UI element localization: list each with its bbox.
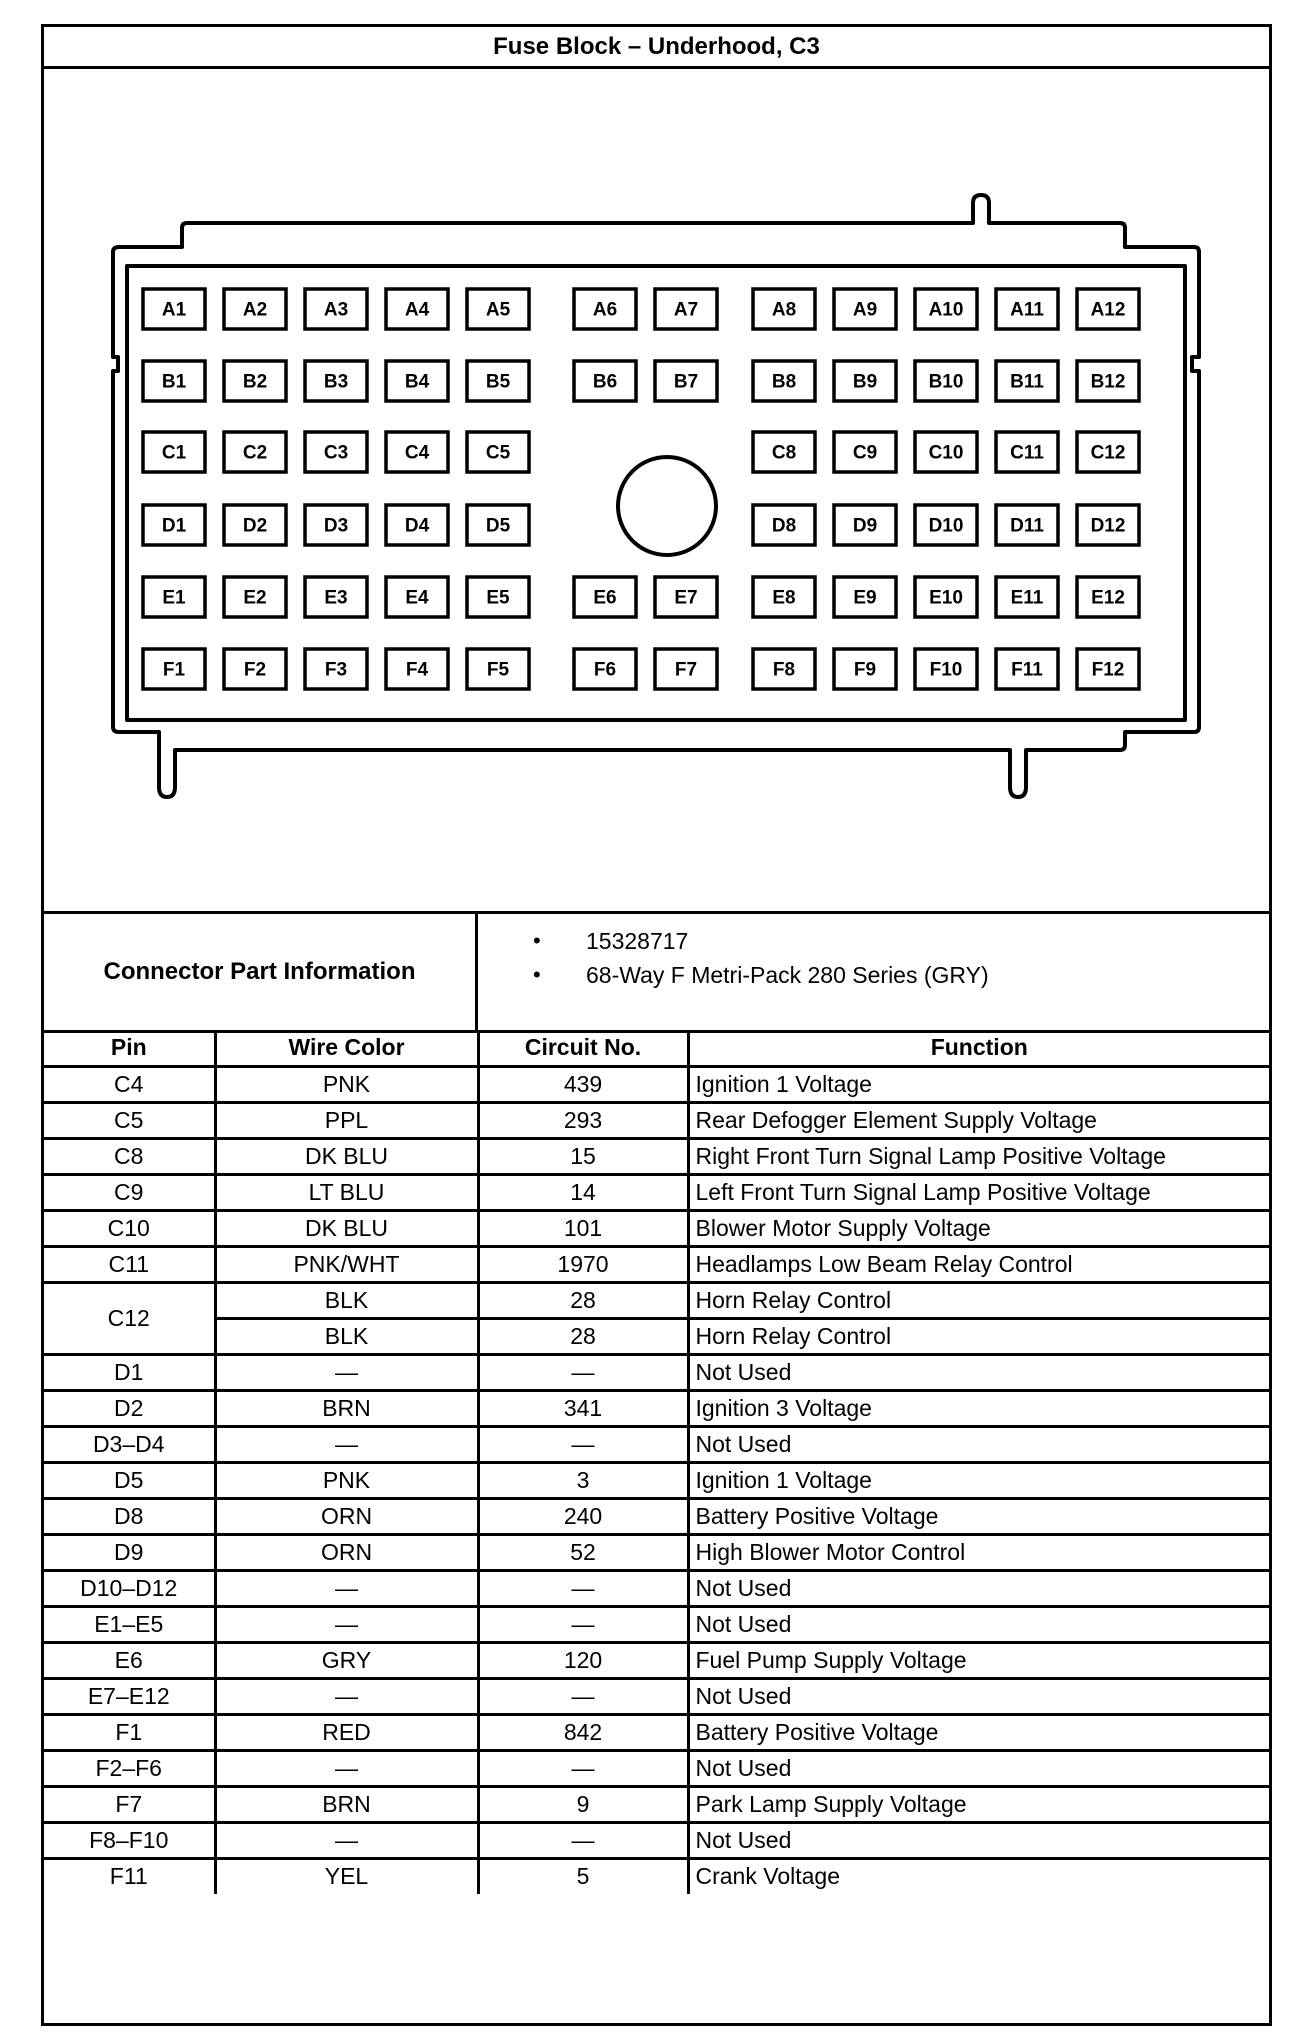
- pin-label: C1: [161, 442, 187, 464]
- pin-f6: [574, 649, 636, 689]
- pin-label: E1: [162, 587, 186, 609]
- pin-c9: [834, 432, 896, 472]
- pin-a2: [224, 289, 286, 329]
- wire-color-cell: BLK: [215, 1282, 478, 1318]
- pin-label: E6: [593, 587, 617, 609]
- wire-color-cell: —: [215, 1426, 478, 1462]
- pin-f3: [305, 649, 367, 689]
- circuit-cell: 15: [478, 1138, 688, 1174]
- circuit-cell: 9: [478, 1786, 688, 1822]
- circuit-cell: —: [478, 1750, 688, 1786]
- wire-color-cell: PPL: [215, 1102, 478, 1138]
- table-row: [44, 1678, 1269, 1714]
- pin-label: A10: [928, 299, 964, 321]
- pin-label: B6: [592, 371, 618, 393]
- wire-color-cell: —: [215, 1678, 478, 1714]
- pin-label: F3: [324, 659, 348, 681]
- page-title: Fuse Block – Underhood, C3: [44, 27, 1269, 69]
- pin-e6: [574, 577, 636, 617]
- connector-part-information: [44, 911, 1269, 1033]
- pin-cell: D1: [44, 1354, 215, 1390]
- pin-e3: [305, 577, 367, 617]
- header-pin: Pin: [44, 1030, 215, 1066]
- pin-grid: [143, 289, 1139, 689]
- header-circuit-no: Circuit No.: [478, 1030, 688, 1066]
- pin-b6: [574, 361, 636, 401]
- pin-cell: D10–D12: [44, 1570, 215, 1606]
- pin-e11: [996, 577, 1058, 617]
- pin-c11: [996, 432, 1058, 472]
- pin-f5: [467, 649, 529, 689]
- pin-label: F9: [853, 659, 877, 681]
- pin-f4: [386, 649, 448, 689]
- table-row: [44, 1750, 1269, 1786]
- wire-color-cell: PNK/WHT: [215, 1246, 478, 1282]
- table-row: [44, 1354, 1269, 1390]
- pin-a9: [834, 289, 896, 329]
- pin-e8: [753, 577, 815, 617]
- pin-label: C4: [404, 442, 430, 464]
- center-key-hole: [618, 457, 716, 555]
- pin-label: F12: [1091, 659, 1125, 681]
- pin-e2: [224, 577, 286, 617]
- function-cell: Not Used: [688, 1354, 1269, 1390]
- circuit-cell: 293: [478, 1102, 688, 1138]
- wire-color-cell: PNK: [215, 1066, 478, 1102]
- pin-label: E9: [853, 587, 877, 609]
- pin-a12: [1077, 289, 1139, 329]
- wire-color-cell: BRN: [215, 1390, 478, 1426]
- pin-f10: [915, 649, 977, 689]
- pin-label: A3: [323, 299, 349, 321]
- circuit-cell: 14: [478, 1174, 688, 1210]
- wire-color-cell: LT BLU: [215, 1174, 478, 1210]
- pin-label: B12: [1090, 371, 1126, 393]
- pin-label: B8: [771, 371, 797, 393]
- table-row: [44, 1858, 1269, 1894]
- pin-a6: [574, 289, 636, 329]
- pin-label: E12: [1091, 587, 1125, 609]
- table-row: [44, 1714, 1269, 1750]
- pin-b10: [915, 361, 977, 401]
- table-row: [44, 1426, 1269, 1462]
- pin-cell: D5: [44, 1462, 215, 1498]
- wire-color-cell: YEL: [215, 1858, 478, 1894]
- circuit-cell: 101: [478, 1210, 688, 1246]
- pin-b3: [305, 361, 367, 401]
- pin-label: F6: [593, 659, 617, 681]
- circuit-cell: —: [478, 1426, 688, 1462]
- function-cell: Right Front Turn Signal Lamp Positive Voltage: [688, 1138, 1269, 1174]
- pin-label: C9: [852, 442, 878, 464]
- function-cell: Fuel Pump Supply Voltage: [688, 1642, 1269, 1678]
- pin-label: E4: [405, 587, 429, 609]
- pin-d10: [915, 505, 977, 545]
- pin-cell: F1: [44, 1714, 215, 1750]
- pin-cell: F11: [44, 1858, 215, 1894]
- pin-b8: [753, 361, 815, 401]
- pin-e7: [655, 577, 717, 617]
- wire-color-cell: BLK: [215, 1318, 478, 1354]
- pin-e5: [467, 577, 529, 617]
- pin-label: A6: [592, 299, 618, 321]
- circuit-cell: 842: [478, 1714, 688, 1750]
- pin-label: D10: [928, 515, 964, 537]
- circuit-cell: —: [478, 1354, 688, 1390]
- pin-label: D8: [771, 515, 797, 537]
- pin-label: E3: [324, 587, 348, 609]
- pin-b12: [1077, 361, 1139, 401]
- pin-label: D9: [852, 515, 878, 537]
- pin-label: A12: [1090, 299, 1126, 321]
- connector-diagram: [44, 69, 1269, 911]
- pin-b11: [996, 361, 1058, 401]
- pin-d2: [224, 505, 286, 545]
- table-row: [44, 1282, 1269, 1318]
- function-cell: Rear Defogger Element Supply Voltage: [688, 1102, 1269, 1138]
- wire-color-cell: —: [215, 1750, 478, 1786]
- pin-d12: [1077, 505, 1139, 545]
- pin-cell: F7: [44, 1786, 215, 1822]
- pin-label: D12: [1090, 515, 1126, 537]
- pin-label: D4: [404, 515, 430, 537]
- pin-label: B11: [1010, 371, 1044, 393]
- pin-cell: C9: [44, 1174, 215, 1210]
- table-row: [44, 1498, 1269, 1534]
- wire-color-cell: ORN: [215, 1534, 478, 1570]
- function-cell: Not Used: [688, 1750, 1269, 1786]
- pin-c2: [224, 432, 286, 472]
- pin-label: A5: [485, 299, 511, 321]
- pin-label: A8: [771, 299, 797, 321]
- function-cell: Park Lamp Supply Voltage: [688, 1786, 1269, 1822]
- pin-label: F4: [405, 659, 429, 681]
- pin-e4: [386, 577, 448, 617]
- pin-label: B1: [161, 371, 187, 393]
- circuit-cell: 1970: [478, 1246, 688, 1282]
- pin-cell: F2–F6: [44, 1750, 215, 1786]
- function-cell: Crank Voltage: [688, 1858, 1269, 1894]
- pin-label: B5: [485, 371, 511, 393]
- function-cell: Not Used: [688, 1570, 1269, 1606]
- wire-color-cell: DK BLU: [215, 1210, 478, 1246]
- pin-d4: [386, 505, 448, 545]
- pin-d1: [143, 505, 205, 545]
- pin-a3: [305, 289, 367, 329]
- circuit-cell: 3: [478, 1462, 688, 1498]
- circuit-cell: 341: [478, 1390, 688, 1426]
- pin-c4: [386, 432, 448, 472]
- pin-cell: C10: [44, 1210, 215, 1246]
- pin-f1: [143, 649, 205, 689]
- pin-label: D1: [161, 515, 187, 537]
- pin-cell: E1–E5: [44, 1606, 215, 1642]
- pin-label: D5: [485, 515, 511, 537]
- pin-f7: [655, 649, 717, 689]
- circuit-cell: 120: [478, 1642, 688, 1678]
- connector-housing-outline: [113, 195, 1199, 797]
- pin-label: C3: [323, 442, 349, 464]
- pin-cell: F8–F10: [44, 1822, 215, 1858]
- circuit-cell: 28: [478, 1318, 688, 1354]
- pin-label: C11: [1010, 442, 1044, 464]
- table-row: [44, 1534, 1269, 1570]
- pin-label: C12: [1090, 442, 1126, 464]
- wire-color-cell: —: [215, 1606, 478, 1642]
- function-cell: Horn Relay Control: [688, 1318, 1269, 1354]
- pin-table-header: [44, 1030, 1269, 1066]
- pin-label: E8: [772, 587, 796, 609]
- pin-label: A2: [242, 299, 268, 321]
- table-row: [44, 1318, 1269, 1354]
- pin-a4: [386, 289, 448, 329]
- pin-b1: [143, 361, 205, 401]
- table-row: [44, 1822, 1269, 1858]
- pin-label: D3: [323, 515, 349, 537]
- wire-color-cell: —: [215, 1570, 478, 1606]
- table-row: [44, 1570, 1269, 1606]
- circuit-cell: —: [478, 1822, 688, 1858]
- pin-f2: [224, 649, 286, 689]
- pin-c10: [915, 432, 977, 472]
- document-frame: [41, 24, 1272, 2026]
- pin-label: F1: [162, 659, 186, 681]
- pin-d3: [305, 505, 367, 545]
- function-cell: High Blower Motor Control: [688, 1534, 1269, 1570]
- pin-a5: [467, 289, 529, 329]
- circuit-cell: 240: [478, 1498, 688, 1534]
- function-cell: Not Used: [688, 1822, 1269, 1858]
- pin-d5: [467, 505, 529, 545]
- pin-label: F2: [243, 659, 267, 681]
- function-cell: Not Used: [688, 1606, 1269, 1642]
- pin-cell: C4: [44, 1066, 215, 1102]
- table-row: [44, 1210, 1269, 1246]
- pin-c8: [753, 432, 815, 472]
- header-wire-color: Wire Color: [215, 1030, 478, 1066]
- pin-d8: [753, 505, 815, 545]
- pin-label: F7: [674, 659, 698, 681]
- pin-label: B4: [404, 371, 430, 393]
- pin-table-body: [44, 1066, 1269, 1894]
- pin-d11: [996, 505, 1058, 545]
- pin-cell: D3–D4: [44, 1426, 215, 1462]
- pin-label: B10: [928, 371, 964, 393]
- wire-color-cell: —: [215, 1822, 478, 1858]
- pin-label: C2: [242, 442, 268, 464]
- function-cell: Blower Motor Supply Voltage: [688, 1210, 1269, 1246]
- pin-label: C10: [928, 442, 964, 464]
- table-row: [44, 1066, 1269, 1102]
- pin-f12: [1077, 649, 1139, 689]
- pin-label: A11: [1010, 299, 1044, 321]
- pin-label: E7: [674, 587, 698, 609]
- pin-b2: [224, 361, 286, 401]
- pin-label: D2: [242, 515, 268, 537]
- pin-cell: E6: [44, 1642, 215, 1678]
- pin-label: B2: [242, 371, 268, 393]
- circuit-cell: 52: [478, 1534, 688, 1570]
- pin-b4: [386, 361, 448, 401]
- pin-a7: [655, 289, 717, 329]
- circuit-cell: —: [478, 1606, 688, 1642]
- pin-cell: C12: [44, 1282, 215, 1354]
- pin-label: F10: [929, 659, 963, 681]
- connector-part-number: • 15328717: [478, 924, 1269, 958]
- pin-label: A9: [852, 299, 878, 321]
- pin-a10: [915, 289, 977, 329]
- function-cell: Not Used: [688, 1426, 1269, 1462]
- pin-c12: [1077, 432, 1139, 472]
- pin-label: F11: [1011, 659, 1043, 681]
- pin-table: [44, 1030, 1269, 1894]
- function-cell: Ignition 3 Voltage: [688, 1390, 1269, 1426]
- table-row: [44, 1246, 1269, 1282]
- function-cell: Not Used: [688, 1678, 1269, 1714]
- wire-color-cell: PNK: [215, 1462, 478, 1498]
- function-cell: Horn Relay Control: [688, 1282, 1269, 1318]
- connector-face-svg: [44, 69, 1269, 911]
- circuit-cell: 28: [478, 1282, 688, 1318]
- pin-label: E2: [243, 587, 267, 609]
- function-cell: Battery Positive Voltage: [688, 1498, 1269, 1534]
- function-cell: Ignition 1 Voltage: [688, 1066, 1269, 1102]
- pin-f11: [996, 649, 1058, 689]
- function-cell: Left Front Turn Signal Lamp Positive Voltage: [688, 1174, 1269, 1210]
- pin-label: B9: [852, 371, 878, 393]
- pin-label: A4: [404, 299, 430, 321]
- circuit-cell: 5: [478, 1858, 688, 1894]
- function-cell: Headlamps Low Beam Relay Control: [688, 1246, 1269, 1282]
- table-row: [44, 1462, 1269, 1498]
- circuit-cell: —: [478, 1678, 688, 1714]
- wire-color-cell: ORN: [215, 1498, 478, 1534]
- pin-cell: D9: [44, 1534, 215, 1570]
- connector-description: • 68-Way F Metri-Pack 280 Series (GRY): [478, 958, 1269, 992]
- pin-f8: [753, 649, 815, 689]
- pin-label: F8: [772, 659, 796, 681]
- pin-label: B7: [673, 371, 699, 393]
- pin-cell: E7–E12: [44, 1678, 215, 1714]
- pin-e1: [143, 577, 205, 617]
- pin-cell: D2: [44, 1390, 215, 1426]
- pin-a1: [143, 289, 205, 329]
- table-row: [44, 1786, 1269, 1822]
- pin-cell: C11: [44, 1246, 215, 1282]
- pin-label: A7: [673, 299, 699, 321]
- pin-d9: [834, 505, 896, 545]
- pin-e9: [834, 577, 896, 617]
- table-row: [44, 1174, 1269, 1210]
- function-cell: Battery Positive Voltage: [688, 1714, 1269, 1750]
- wire-color-cell: RED: [215, 1714, 478, 1750]
- pin-label: C5: [485, 442, 511, 464]
- pin-b7: [655, 361, 717, 401]
- pin-label: D11: [1010, 515, 1044, 537]
- table-row: [44, 1102, 1269, 1138]
- function-cell: Ignition 1 Voltage: [688, 1462, 1269, 1498]
- wire-color-cell: DK BLU: [215, 1138, 478, 1174]
- pin-cell: C5: [44, 1102, 215, 1138]
- table-row: [44, 1390, 1269, 1426]
- pin-a11: [996, 289, 1058, 329]
- wire-color-cell: BRN: [215, 1786, 478, 1822]
- pin-cell: C8: [44, 1138, 215, 1174]
- circuit-cell: —: [478, 1570, 688, 1606]
- pin-b5: [467, 361, 529, 401]
- pin-a8: [753, 289, 815, 329]
- pin-label: B3: [323, 371, 349, 393]
- table-row: [44, 1138, 1269, 1174]
- table-row: [44, 1642, 1269, 1678]
- connector-info-label: Connector Part Information: [44, 914, 478, 1030]
- wire-color-cell: —: [215, 1354, 478, 1390]
- pin-e10: [915, 577, 977, 617]
- table-row: [44, 1606, 1269, 1642]
- pin-e12: [1077, 577, 1139, 617]
- pin-label: E10: [929, 587, 963, 609]
- pin-label: C8: [771, 442, 797, 464]
- pin-label: E11: [1010, 587, 1044, 609]
- header-function: Function: [688, 1030, 1269, 1066]
- pin-label: F5: [486, 659, 510, 681]
- pin-label: A1: [161, 299, 187, 321]
- pin-c3: [305, 432, 367, 472]
- connector-info-list: [478, 914, 1269, 1040]
- pin-cell: D8: [44, 1498, 215, 1534]
- wire-color-cell: GRY: [215, 1642, 478, 1678]
- circuit-cell: 439: [478, 1066, 688, 1102]
- pin-f9: [834, 649, 896, 689]
- pin-c5: [467, 432, 529, 472]
- pin-label: E5: [486, 587, 510, 609]
- pin-b9: [834, 361, 896, 401]
- pin-c1: [143, 432, 205, 472]
